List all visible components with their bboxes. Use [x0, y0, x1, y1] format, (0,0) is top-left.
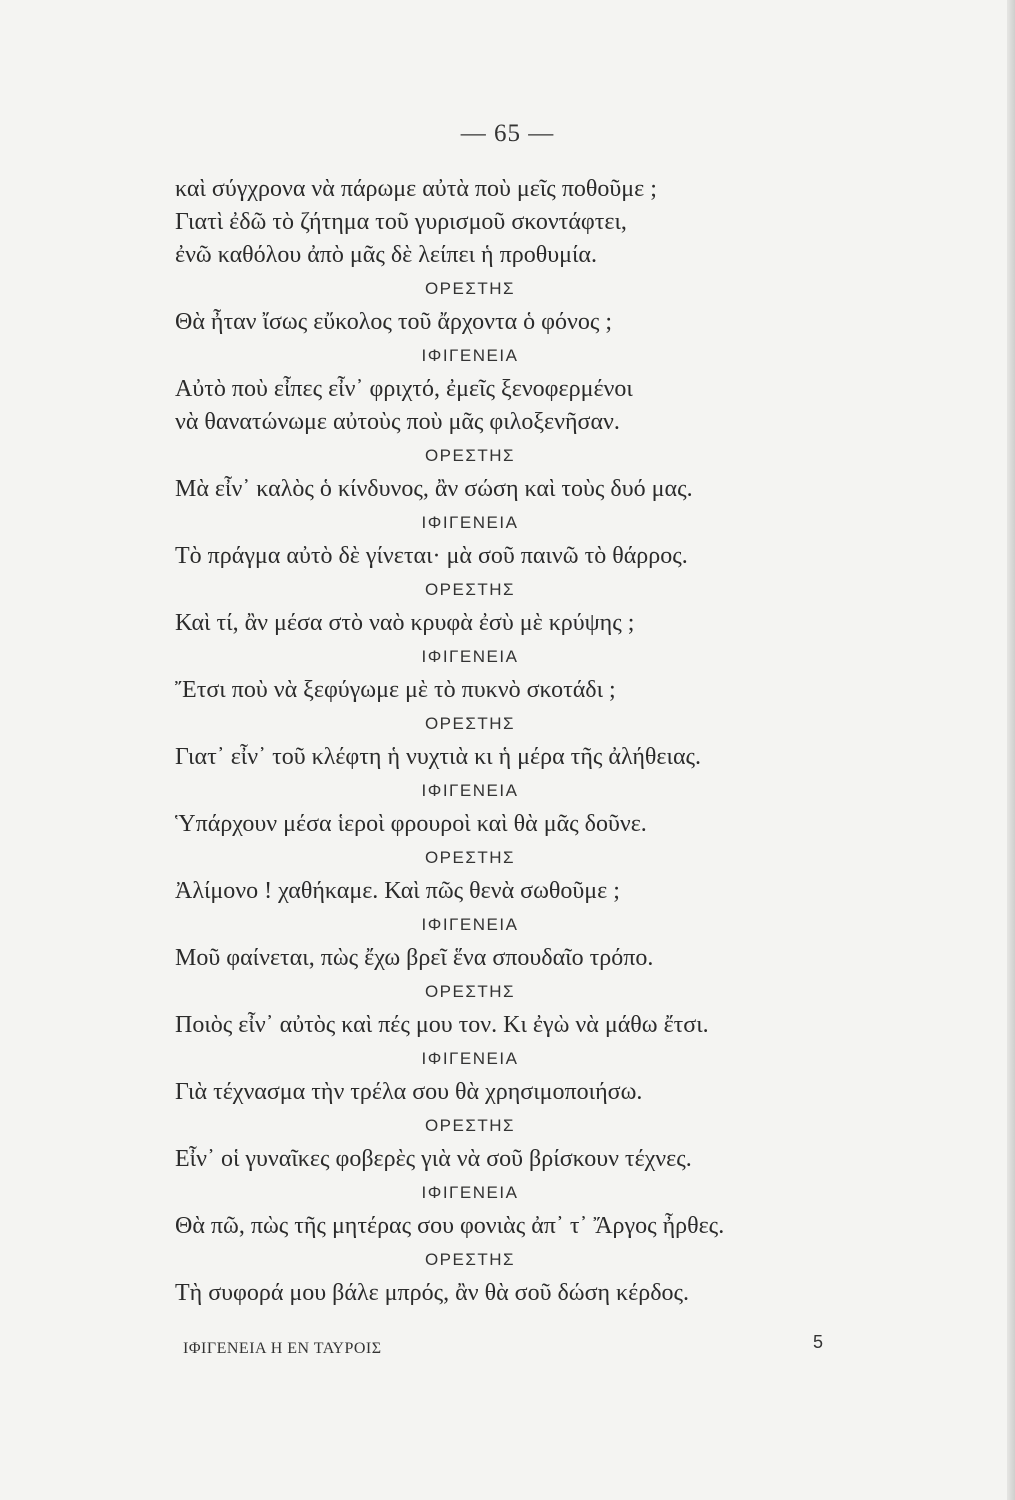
verse-line: Θὰ ἦταν ἴσως εὔκολος τοῦ ἄρχοντα ὁ φόνος ;	[175, 309, 613, 335]
speaker-name: ΟΡΕΣΤΗΣ	[424, 1250, 516, 1269]
speaker-name: ΙΦΙΓΕΝΕΙΑ	[421, 1183, 519, 1202]
speaker-name: ΙΦΙΓΕΝΕΙΑ	[421, 915, 519, 934]
verse-line: Τὴ συφορά μου βάλε μπρός, ἂν θὰ σοῦ δώση κέρδος.	[175, 1280, 690, 1306]
verse-line: Ἀλίμονο ! χαθήκαμε. Καὶ πῶς θενὰ σωθοῦμε ;	[175, 878, 620, 904]
speaker-name: ΟΡΕΣΤΗΣ	[424, 279, 516, 298]
verse-line: Αὐτὸ ποὺ εἶπες εἶν᾽ φριχτό, ἐμεῖς ξενοφερμένοι	[175, 376, 633, 402]
verse-line: Ποιὸς εἶν᾽ αὐτὸς καὶ πές μου τον. Κι ἐγὼ νὰ μάθω ἔτσι.	[175, 1012, 709, 1038]
page-edge-shadow	[1007, 0, 1015, 1500]
speaker-name: ΟΡΕΣΤΗΣ	[424, 580, 516, 599]
page-number: — 65 —	[460, 120, 555, 147]
speaker-name: ΙΦΙΓΕΝΕΙΑ	[421, 513, 519, 532]
speaker-name: ΟΡΕΣΤΗΣ	[424, 1116, 516, 1135]
verse-line: Γιὰ τέχνασμα τὴν τρέλα σου θὰ χρησιμοποιήσω.	[175, 1079, 643, 1105]
verse-line: Εἶν᾽ οἱ γυναῖκες φοβερὲς γιὰ νὰ σοῦ βρίσκουν τέχνες.	[175, 1146, 692, 1172]
speaker-name: ΙΦΙΓΕΝΕΙΑ	[421, 1049, 519, 1068]
signature-mark: 5	[813, 1332, 824, 1352]
verse-line: Μὰ εἶν᾽ καλὸς ὁ κίνδυνος, ἂν σώση καὶ τοὺς δυό μας.	[175, 476, 693, 502]
verse-line: Τὸ πράγμα αὐτὸ δὲ γίνεται· μὰ σοῦ παινῶ τὸ θάρρος.	[175, 543, 688, 569]
verse-line: Μοῦ φαίνεται, πὼς ἔχω βρεῖ ἕνα σπουδαῖο τρόπο.	[175, 945, 654, 971]
verse-line: Ὑπάρχουν μέσα ἱεροὶ φρουροὶ καὶ θὰ μᾶς δοῦνε.	[175, 811, 647, 837]
speaker-name: ΟΡΕΣΤΗΣ	[424, 714, 516, 733]
verse-line: καὶ σύγχρονα νὰ πάρωμε αὐτὰ ποὺ μεῖς ποθοῦμε ;	[175, 176, 657, 202]
speaker-name: ΙΦΙΓΕΝΕΙΑ	[421, 346, 519, 365]
verse-line: Ἔτσι ποὺ νὰ ξεφύγωμε μὲ τὸ πυκνὸ σκοτάδι ;	[175, 677, 616, 703]
speaker-name: ΟΡΕΣΤΗΣ	[424, 848, 516, 867]
speaker-name: ΙΦΙΓΕΝΕΙΑ	[421, 781, 519, 800]
speaker-name: ΟΡΕΣΤΗΣ	[424, 446, 516, 465]
verse-line: Θὰ πῶ, πὼς τῆς μητέρας σου φονιὰς ἀπ᾽ τ᾽ Ἄργος ἦρθες.	[175, 1213, 725, 1239]
footer-book-title: ΙΦΙΓΕΝΕΙΑ Η ΕΝ ΤΑΥΡΟΙΣ	[183, 1340, 382, 1357]
speaker-name: ΙΦΙΓΕΝΕΙΑ	[421, 647, 519, 666]
verse-line: Γιατὶ ἐδῶ τὸ ζήτημα τοῦ γυρισμοῦ σκοντάφτει,	[175, 209, 627, 235]
dialogue-text-block	[175, 173, 835, 1310]
verse-line: νὰ θανατώνωμε αὐτοὺς ποὺ μᾶς φιλοξενῆσαν.	[175, 409, 620, 435]
speaker-name: ΟΡΕΣΤΗΣ	[424, 982, 516, 1001]
verse-line: Καὶ τί, ἂν μέσα στὸ ναὸ κρυφὰ ἐσὺ μὲ κρύψης ;	[175, 610, 635, 636]
verse-line: Γιατ᾽ εἶν᾽ τοῦ κλέφτη ἡ νυχτιὰ κι ἡ μέρα τῆς ἀλήθειας.	[175, 744, 702, 770]
verse-line: ἐνῶ καθόλου ἀπὸ μᾶς δὲ λείπει ἡ προθυμία.	[175, 242, 597, 268]
